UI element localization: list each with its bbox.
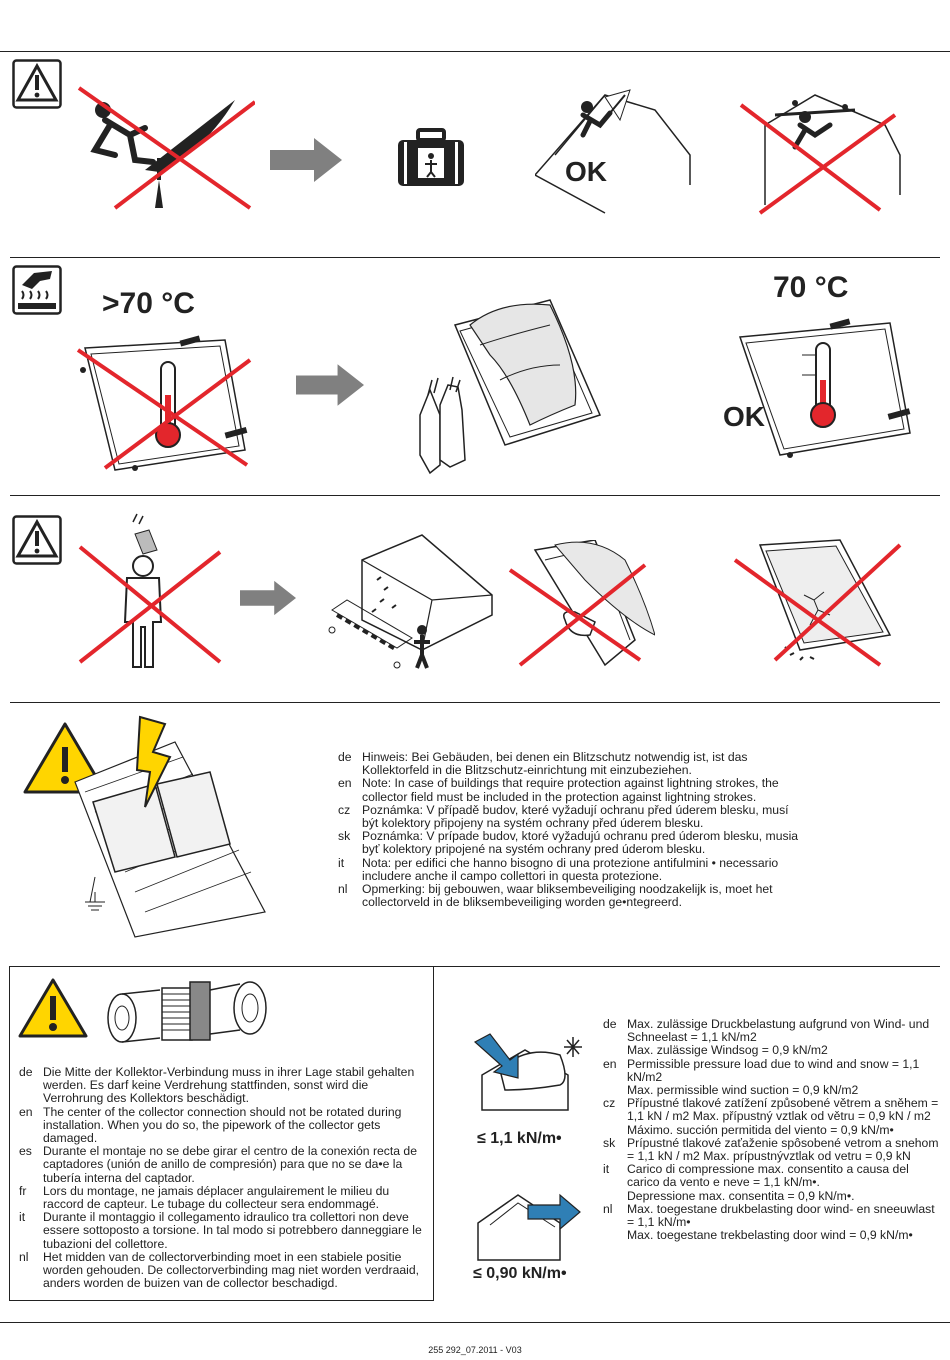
collector-handling-crossed-illustration [505,540,655,670]
ok-temperature-label: 70 °C [773,271,849,304]
language-code: cz [603,1096,616,1111]
rule-1 [10,257,940,258]
language-code: it [603,1162,610,1177]
note-text: Durante el montaje no se debe girar el centro de la conexión recta de captadores (unión de anillo de compresión) para que no se da•e la tubería interna del captador. [43,1144,417,1185]
note-text: Het midden van de collectorverbinding moet in een stabiele positie worden gehouden. De collectorverbinding mag niet worden verdraaid, anders worden de buizen van de collector beschadigd. [43,1249,420,1291]
warning-box-icon [12,59,62,109]
language-code: en [19,1104,33,1119]
note-row [338,857,804,883]
note-row [338,883,804,909]
hot-surface-warning-icon [12,265,62,315]
note-row [338,830,804,856]
rule-bottom [0,1322,950,1323]
note-text: Lors du montage, ne jamais déplacer angulairement le milieu du raccord de capteur. Le tubage du collecteur sera endommagé. [43,1183,390,1212]
language-code: it [338,855,345,870]
note-text: Carico di compressione max. consentito a causa del carico da vento e neve = 1,1 kN/m•. Depressione max. consentita = 0,9 kN/m•. [627,1162,909,1203]
note-row [19,1211,424,1251]
language-code: de [603,1017,617,1031]
note-row [603,1058,941,1098]
covered-collector-gloves-illustration [410,295,610,480]
hot-temperature-label: >70 °C [102,287,195,320]
ok-label: OK [565,156,607,187]
note-row [19,1106,424,1146]
note-text: The center of the collector connection should not be rotated during installation. When you do so, the pipework of the collector gets damaged. [43,1104,402,1146]
connection-notes [19,1066,424,1290]
note-text: Max. zulässige Druckbelastung aufgrund von Wind- und Schneelast = 1,1 kN/m2 Max. zulässige Windsog = 0,9 kN/m2 [627,1017,930,1058]
language-code: sk [603,1135,616,1150]
note-text: Poznámka: V prípade budov, ktoré vyžadujú ochranu pred úderom blesku, musia byť kolektory pripojené na systém ochrany pred úderom blesku. [362,829,799,857]
falling-person-illustration [75,80,255,212]
note-row [338,777,804,803]
language-code: en [603,1056,617,1071]
barrier-zone-illustration [322,520,497,670]
warning-box-icon [12,515,62,565]
rule-2 [10,495,940,496]
wind-load-label: ≤ 0,90 kN/m• [473,1265,567,1282]
collector-connection-fitting-illustration [100,970,280,1050]
lightning-notes [338,751,804,909]
note-row [603,1097,941,1137]
language-code: sk [338,829,351,844]
ok-label: OK [723,401,765,432]
note-text: Max. toegestane drukbelasting door wind- en sneeuwlast = 1,1 kN/m• Max. toegestane trekbelasting door wind = 0,9 kN/m• [627,1201,935,1243]
right-arrow-icon [296,363,364,407]
note-row [338,751,804,777]
note-row [338,804,804,830]
rule-4 [432,966,940,967]
rule-top [0,51,950,52]
rule-3 [10,702,940,703]
right-arrow-icon [270,138,342,182]
language-code: it [19,1210,26,1225]
note-row [19,1251,424,1291]
note-row [603,1018,941,1058]
language-code: de [338,750,352,764]
note-text: Durante il montaggio il collegamento idraulico tra collettori non deve essere sottoposto a torsione. In tal modo si potrebbero danneggiare le tubazioni del collettore. [43,1210,422,1251]
safety-kit-case-icon [396,128,466,188]
load-notes [603,1018,941,1242]
note-text: Nota: per edifici che hanno bisogno di una protezione antifulmini • necessario includere anche il campo collettori in questa protezione. [362,855,779,883]
note-row [19,1066,424,1106]
wind-load-house-illustration [470,1185,585,1265]
note-text: Přípustné tlakové zatížení způsobené větrem a sněhem = 1,1 kN / m2 Max. přípustný vztlak od větru = 0,9 kN / m2 Máximo. succión permitida del viento = 0,9 kN/m• [627,1096,939,1137]
language-code: nl [603,1201,613,1216]
language-code: cz [338,802,351,817]
warning-triangle-icon [16,976,90,1040]
hot-collector-crossed-illustration [75,330,255,480]
note-text: Opmerking: bij gebouwen, waar bliksembeveiliging noodzakelijk is, moet het collectorveld in de bliksembeveiliging worden ge•ntegreerd. [362,882,773,910]
language-code: en [338,776,352,791]
note-text: Hinweis: Bei Gebäuden, bei denen ein Blitzschutz notwendig ist, ist das Kollektorfeld in die Blitzschutz-einrichtung mit einzubeziehen. [362,750,748,778]
language-code: es [19,1144,32,1159]
roof-rail-crossed-illustration [735,85,905,215]
document-code: 255 292_07.2011 - V03 [428,1345,522,1355]
language-code: fr [19,1183,27,1198]
snow-load-house-illustration [470,1030,585,1115]
note-row [19,1185,424,1211]
note-row [603,1137,941,1163]
note-text: Poznámka: V případě budov, které vyžadují ochranu před úderem blesku, musí být kolektory připojeny na systém ochrany před úderem blesku. [362,802,789,831]
note-row [603,1163,941,1203]
language-code: nl [19,1249,29,1264]
language-code: de [19,1065,33,1079]
right-arrow-icon [240,578,296,618]
language-code: nl [338,882,348,897]
note-text: Die Mitte der Kollektor-Verbindung muss in ihrer Lage stabil gehalten werden. Es darf keine Verdrehung stattfinden, sonst wird die Verrohrung des Kollektors beschädigt. [43,1065,415,1106]
note-row [603,1203,941,1243]
note-row [19,1145,424,1185]
broken-collector-crossed-illustration [730,535,905,670]
roof-safety-harness-ok-illustration [535,85,695,215]
note-text: Note: In case of buildings that require protection against lightning strokes, the collector field must be included in the protection against lightning strokes. [362,776,779,804]
falling-object-person-crossed-illustration [75,512,225,672]
note-text: Prípustné tlakové zaťaženie spôsobené vetrom a snehom = 1,1 kN / m2 Max. prípustnývztlak od vetru = 0,9 kN [627,1135,939,1164]
lightning-roof-illustration [15,712,270,942]
ok-collector-illustration [730,315,920,465]
note-text: Permissible pressure load due to wind and snow = 1,1 kN/m2 Max. permissible wind suction = 0,9 kN/m2 [627,1056,920,1098]
snow-load-label: ≤ 1,1 kN/m• [477,1130,562,1147]
